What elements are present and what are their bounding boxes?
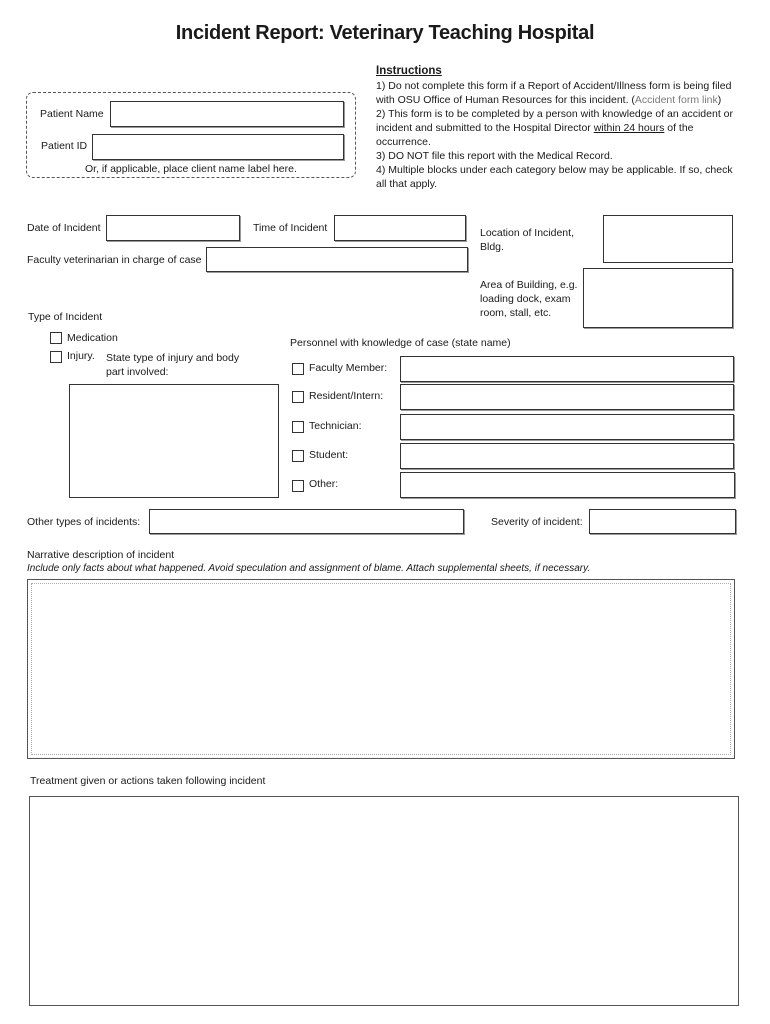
instructions-heading: Instructions	[376, 65, 442, 77]
student-label: Student:	[309, 449, 349, 461]
narrative-field[interactable]	[27, 579, 735, 759]
severity-label: Severity of incident:	[491, 516, 583, 528]
other-checkbox[interactable]	[292, 480, 304, 492]
instruction-1: 1) Do not complete this form if a Report of Accident/Illness form is being filed with OSU Office of Human Resources for this incident. (Accident form link)	[376, 80, 732, 106]
technician-field[interactable]	[400, 414, 734, 440]
narrative-note: Include only facts about what happened. Avoid speculation and assignment of blame. Attach supplemental sheets, if necessary.	[27, 563, 591, 574]
patient-name-field[interactable]	[110, 101, 344, 127]
area-field[interactable]	[583, 268, 733, 328]
other-types-label: Other types of incidents:	[27, 516, 141, 528]
location-label: Location of Incident, Bldg.	[480, 227, 574, 253]
treatment-label: Treatment given or actions taken following incident	[30, 775, 266, 787]
faculty-member-label: Faculty Member:	[309, 362, 388, 374]
location-field[interactable]	[603, 215, 733, 263]
form-title: Incident Report: Veterinary Teaching Hospital	[175, 22, 595, 44]
accident-form-link[interactable]: Accident form link	[634, 94, 718, 106]
severity-field[interactable]	[589, 509, 736, 534]
injury-checkbox[interactable]	[50, 351, 62, 363]
patient-id-label: Patient ID	[41, 140, 88, 152]
client-label-note: Or, if applicable, place client name label here.	[85, 163, 297, 175]
student-checkbox[interactable]	[292, 450, 304, 462]
type-of-incident-heading: Type of Incident	[28, 311, 103, 323]
technician-checkbox[interactable]	[292, 421, 304, 433]
injury-description-field[interactable]	[69, 384, 279, 498]
patient-name-label: Patient Name	[40, 108, 104, 120]
other-field[interactable]	[400, 472, 735, 498]
medication-label: Medication	[67, 332, 118, 344]
narrative-heading: Narrative description of incident	[27, 549, 175, 561]
medication-checkbox[interactable]	[50, 332, 62, 344]
time-label: Time of Incident	[253, 222, 328, 234]
instruction-2: 2) This form is to be completed by a person with knowledge of an accident or incident and submitted to the Hospital Director within 24 hours of the occurrence.	[376, 108, 733, 148]
student-field[interactable]	[400, 443, 734, 469]
resident-intern-checkbox[interactable]	[292, 391, 304, 403]
injury-label: Injury.	[67, 350, 95, 362]
faculty-vet-field[interactable]	[206, 247, 468, 272]
faculty-member-checkbox[interactable]	[292, 363, 304, 375]
instruction-4: 4) Multiple blocks under each category below may be applicable. If so, check all that apply.	[376, 164, 733, 190]
injury-note: State type of injury and body part involved:	[106, 352, 240, 378]
narrative-field-inner	[31, 583, 731, 755]
faculty-vet-label: Faculty veterinarian in charge of case	[27, 254, 202, 266]
resident-intern-field[interactable]	[400, 384, 734, 410]
personnel-heading: Personnel with knowledge of case (state name)	[290, 337, 511, 349]
patient-id-field[interactable]	[92, 134, 344, 160]
other-label: Other:	[309, 478, 339, 490]
resident-intern-label: Resident/Intern:	[309, 390, 384, 402]
instructions	[376, 64, 746, 191]
time-field[interactable]	[334, 215, 466, 241]
treatment-field[interactable]	[29, 796, 739, 1006]
faculty-member-field[interactable]	[400, 356, 734, 382]
date-field[interactable]	[106, 215, 240, 241]
instruction-3: 3) DO NOT file this report with the Medical Record.	[376, 150, 613, 162]
date-label: Date of Incident	[27, 222, 101, 234]
area-label: Area of Building, e.g. loading dock, exam room, stall, etc.	[480, 279, 578, 319]
technician-label: Technician:	[309, 420, 362, 432]
other-types-field[interactable]	[149, 509, 464, 534]
